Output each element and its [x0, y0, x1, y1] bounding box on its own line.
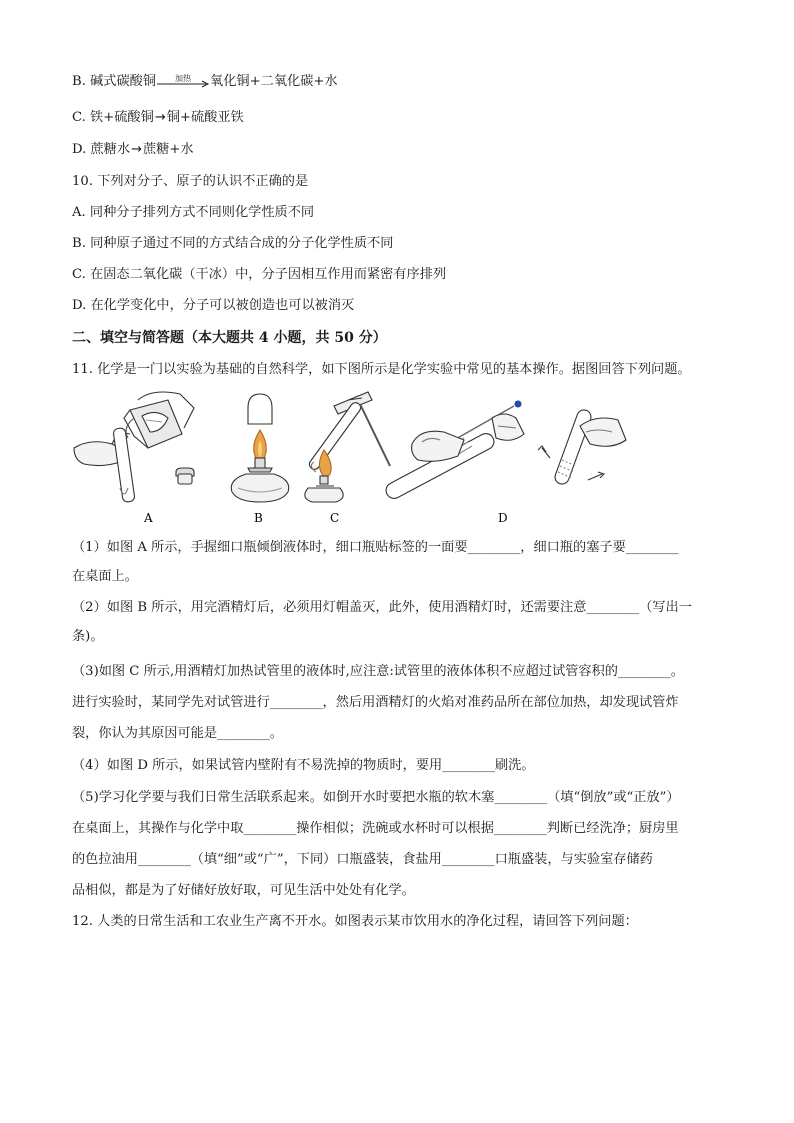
q9-option-c	[72, 108, 244, 128]
q11-part3-line3: 裂，你认为其原因可能是________。	[72, 726, 283, 741]
figure-a-pouring	[74, 392, 194, 502]
figure-label-d: D	[498, 511, 508, 525]
q11-part1-line1: （1）如图 A 所示，手握细口瓶倾倒液体时，细口瓶贴标签的一面要________，细口瓶的塞子要________	[72, 540, 679, 555]
figure-label-b: B	[254, 511, 263, 525]
arrow-icon: →	[154, 110, 166, 125]
figure-d-brushing-test-tube	[383, 401, 524, 501]
q11-part5-line1: （5)学习化学要与我们日常生活联系起来。如倒开水时要把水瓶的软木塞________（填“倒放”或“正放”）	[72, 790, 680, 805]
q11-part5-line3: 的色拉油用________（填“细”或“广”，下同）口瓶盛装，食盐用________口瓶盛装，与实验室存储药	[72, 852, 653, 867]
heating-arrow	[156, 72, 210, 92]
q9-option-c-reactants: C. 铁+硫酸铜	[72, 110, 154, 125]
q9-option-d	[72, 140, 194, 160]
q9-option-b-products: 氧化铜+二氧化碳+水	[210, 74, 338, 89]
section-heading: 二、填空与简答题（本大题共 4 小题，共 50 分）	[72, 330, 387, 346]
arrow-icon: →	[131, 142, 142, 157]
q12-stem: 12. 人类的日常生活和工农业生产离不开水。如图表示某市饮用水的净化过程，请回答下列问题：	[72, 914, 638, 929]
q11-part2-line1: （2）如图 B 所示，用完酒精灯后，必须用灯帽盖灭，此外，使用酒精灯时，还需要注意________（写出一	[72, 600, 692, 615]
figure-d-shaking-test-tube	[538, 408, 626, 486]
figure-c-heating-test-tube	[305, 392, 390, 502]
q10-option-c: C. 在固态二氧化碳（干冰）中，分子因相互作用而紧密有序排列	[72, 267, 447, 282]
q11-part1-line2: 在桌面上。	[72, 569, 138, 584]
q11-part5-line4: 品相似，都是为了好储好放好取，可见生活中处处有化学。	[72, 883, 415, 898]
q11-part3-line2: 进行实验时，某同学先对试管进行________，然后用酒精灯的火焰对准药品所在部位加热，却发现试管炸	[72, 695, 679, 710]
heating-condition: 加热	[175, 74, 192, 83]
q10-stem: 10. 下列对分子、原子的认识不正确的是	[72, 174, 309, 189]
q9-option-d-reactant: D. 蔗糖水	[72, 142, 131, 157]
q11-part2-line2: 条)。	[72, 629, 104, 644]
figure-b-alcohol-lamp	[231, 394, 288, 502]
q11-stem: 11. 化学是一门以实验为基础的自然科学，如下图所示是化学实验中常见的基本操作。据图回答下列问题。	[72, 362, 691, 377]
lab-operations-figure	[72, 388, 632, 528]
q10-option-d: D. 在化学变化中，分子可以被创造也可以被消灭	[72, 298, 355, 313]
figure-label-a: A	[144, 511, 153, 525]
q9-option-b-reactant: B. 碱式碳酸铜	[72, 74, 157, 89]
q10-option-b: B. 同种原子通过不同的方式结合成的分子化学性质不同	[72, 236, 394, 251]
q9-option-d-products: 蔗糖+水	[142, 142, 194, 157]
q11-part3-line1: （3)如图 C 所示,用酒精灯加热试管里的液体时,应注意:试管里的液体体积不应超过试管容积的________。	[72, 664, 684, 679]
q11-part5-line2: 在桌面上，其操作与化学中取________操作相似；洗碗或水杯时可以根据________判断已经洗净；厨房里	[72, 821, 679, 836]
q9-option-b	[72, 72, 338, 92]
figure-label-c: C	[330, 511, 340, 525]
q9-option-c-products: 铜+硫酸亚铁	[166, 110, 244, 125]
q11-part4-line1: （4）如图 D 所示，如果试管内壁附有不易洗掉的物质时，要用________刷洗。	[72, 758, 535, 773]
q10-option-a: A. 同种分子排列方式不同则化学性质不同	[72, 205, 315, 220]
